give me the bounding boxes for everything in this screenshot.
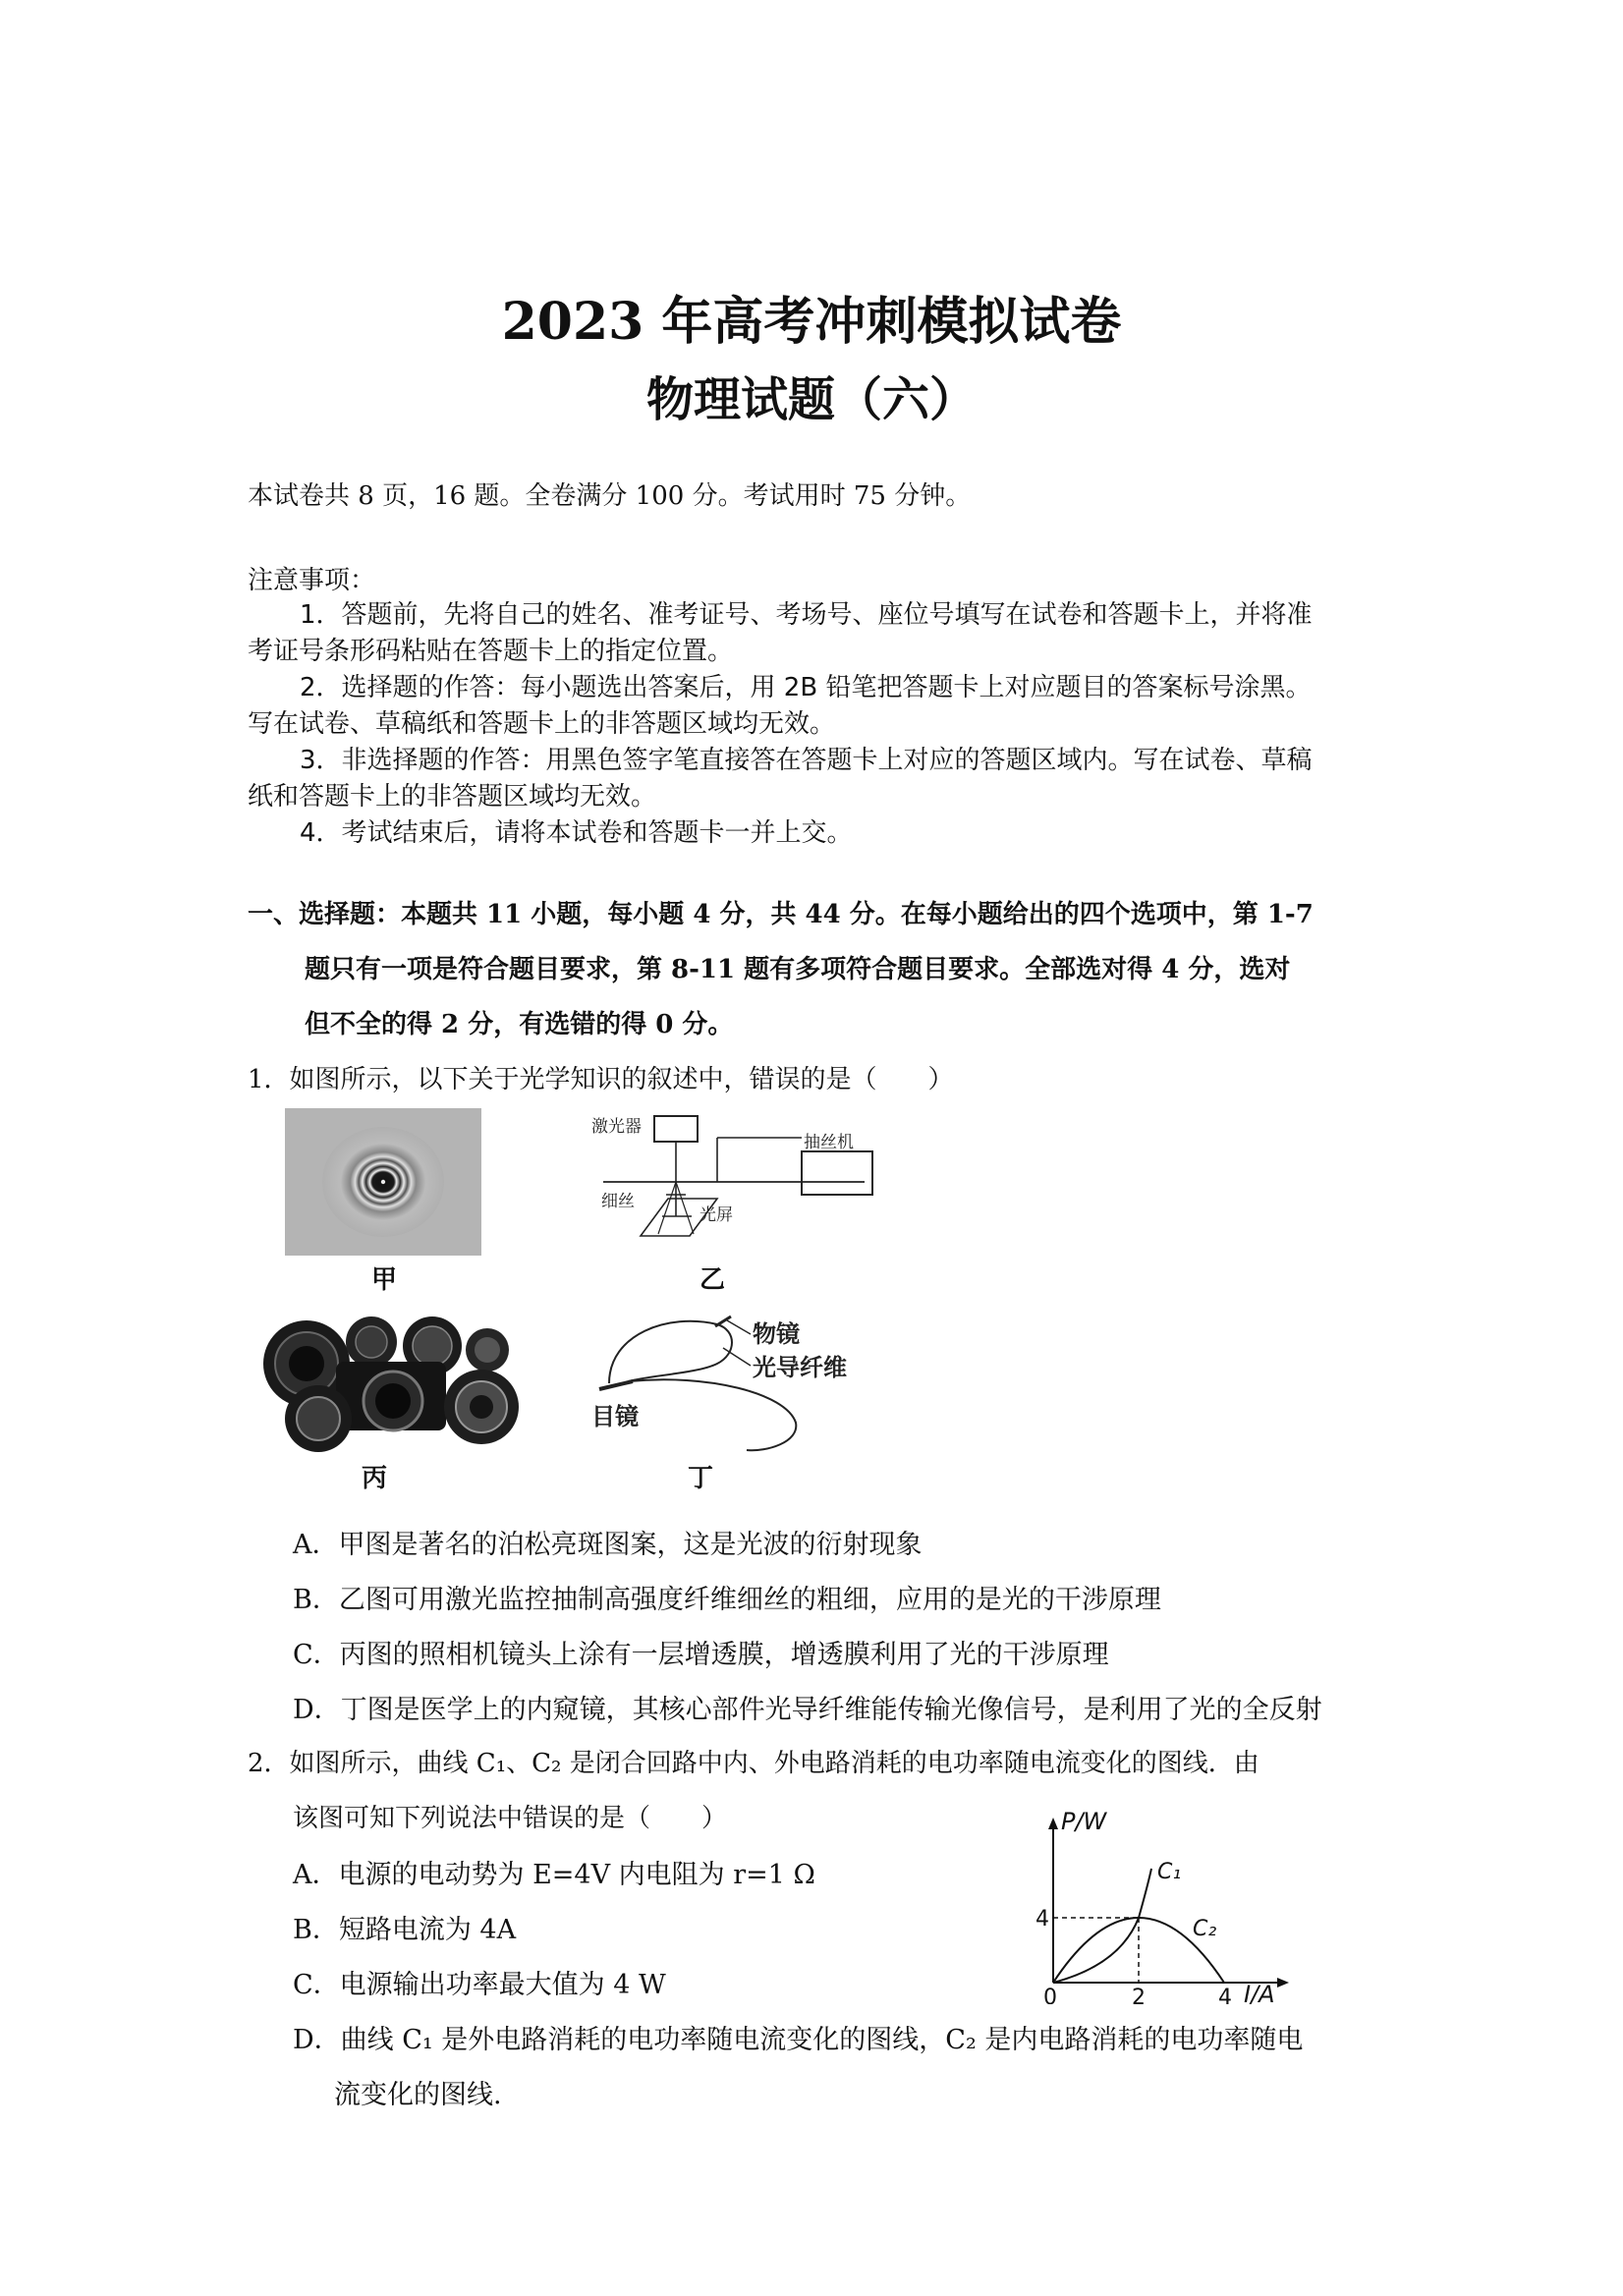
q1-option-c[interactable]: C．丙图的照相机镜头上涂有一层增透膜，增透膜利用了光的干涉原理 xyxy=(293,1640,1109,1670)
notes-line: 4．考试结束后，请将本试卷和答题卡一并上交。 xyxy=(300,818,853,848)
q1-stem: 1．如图所示，以下关于光学知识的叙述中，错误的是（ ） xyxy=(248,1065,954,1094)
exam-intro: 本试卷共 8 页，16 题。全卷满分 100 分。考试用时 75 分钟。 xyxy=(248,481,972,511)
q1-caption-yi: 乙 xyxy=(700,1265,726,1295)
notes-line: 2．选择题的作答：每小题选出答案后，用 2B 铅笔把答题卡上对应题目的答案标号涂黑。 xyxy=(300,673,1312,702)
q1-figure-jia xyxy=(285,1108,481,1256)
q2-stem-cont: 该图可知下列说法中错误的是（ ） xyxy=(293,1804,728,1833)
ding-label-eyepiece: 目镜 xyxy=(591,1403,639,1430)
q2-option-d[interactable]: D．曲线 C₁ 是外电路消耗的电功率随电流变化的图线，C₂ 是内电路消耗的电功率随电 xyxy=(293,2025,1304,2055)
q2-power-graph xyxy=(1032,1808,1297,2004)
graph-origin: 0 xyxy=(1043,1986,1057,2004)
section-heading-cont: 但不全的得 2 分，有选错的得 0 分。 xyxy=(305,1010,734,1039)
graph-curve-label-c2: C₂ xyxy=(1193,1917,1217,1941)
q1-caption-ding: 丁 xyxy=(688,1464,714,1493)
graph-x-label: I/A xyxy=(1244,1981,1275,2004)
q1-caption-bing: 丙 xyxy=(362,1464,388,1493)
yi-label-filament: 细丝 xyxy=(601,1192,635,1211)
exam-title: 2023 年高考冲刺模拟试卷 xyxy=(501,292,1122,352)
q2-option-a[interactable]: A．电源的电动势为 E=4V 内电阻为 r=1 Ω xyxy=(293,1860,815,1890)
graph-x-tick: 4 xyxy=(1218,1986,1232,2004)
q2-option-c[interactable]: C．电源输出功率最大值为 4 W xyxy=(293,1970,666,2000)
yi-label-drawing-machine: 抽丝机 xyxy=(804,1133,854,1152)
yi-label-laser: 激光器 xyxy=(591,1117,642,1137)
q1-figure-ding xyxy=(589,1305,894,1462)
notes-line: 1．答题前，先将自己的姓名、准考证号、考场号、座位号填写在试卷和答题卡上，并将准 xyxy=(300,600,1313,630)
q2-stem: 2．如图所示，曲线 C₁、C₂ 是闭合回路中内、外电路消耗的电功率随电流变化的图线．由 xyxy=(248,1749,1259,1778)
notes-line: 3．非选择题的作答：用黑色签字笔直接答在答题卡上对应的答题区域内。写在试卷、草稿 xyxy=(300,746,1313,775)
q1-figure-bing xyxy=(255,1316,535,1454)
graph-x-tick: 2 xyxy=(1132,1986,1146,2004)
yi-label-screen: 光屏 xyxy=(700,1205,733,1225)
graph-y-label: P/W xyxy=(1061,1808,1107,1835)
q1-figure-yi xyxy=(589,1108,894,1256)
ding-label-objective: 物镜 xyxy=(753,1320,800,1348)
q1-option-a[interactable]: A．甲图是著名的泊松亮斑图案，这是光波的衍射现象 xyxy=(293,1530,923,1560)
notes-line: 纸和答题卡上的非答题区域均无效。 xyxy=(248,782,657,812)
ding-label-fiber: 光导纤维 xyxy=(753,1354,847,1381)
graph-y-tick: 4 xyxy=(1035,1907,1049,1932)
graph-curve-label-c1: C₁ xyxy=(1157,1860,1182,1884)
notes-heading: 注意事项： xyxy=(248,566,376,595)
q1-option-b[interactable]: B．乙图可用激光监控抽制高强度纤维细丝的粗细，应用的是光的干涉原理 xyxy=(293,1585,1161,1615)
notes-line: 写在试卷、草稿纸和答题卡上的非答题区域均无效。 xyxy=(248,709,836,739)
q2-option-d-cont: 流变化的图线. xyxy=(334,2080,502,2110)
q1-option-d[interactable]: D．丁图是医学上的内窥镜，其核心部件光导纤维能传输光像信号，是利用了光的全反射 xyxy=(293,1695,1322,1725)
q1-caption-jia: 甲 xyxy=(371,1265,398,1295)
q2-option-b[interactable]: B．短路电流为 4A xyxy=(293,1915,517,1945)
notes-line: 考证号条形码粘贴在答题卡上的指定位置。 xyxy=(248,637,734,666)
section-heading: 一、选择题：本题共 11 小题，每小题 4 分，共 44 分。在每小题给出的四个选项中，第 1-7 xyxy=(248,900,1314,929)
section-heading-cont: 题只有一项是符合题目要求，第 8-11 题有多项符合题目要求。全部选对得 4 分，选对 xyxy=(305,955,1291,984)
exam-subtitle: 物理试题（六） xyxy=(645,372,977,427)
